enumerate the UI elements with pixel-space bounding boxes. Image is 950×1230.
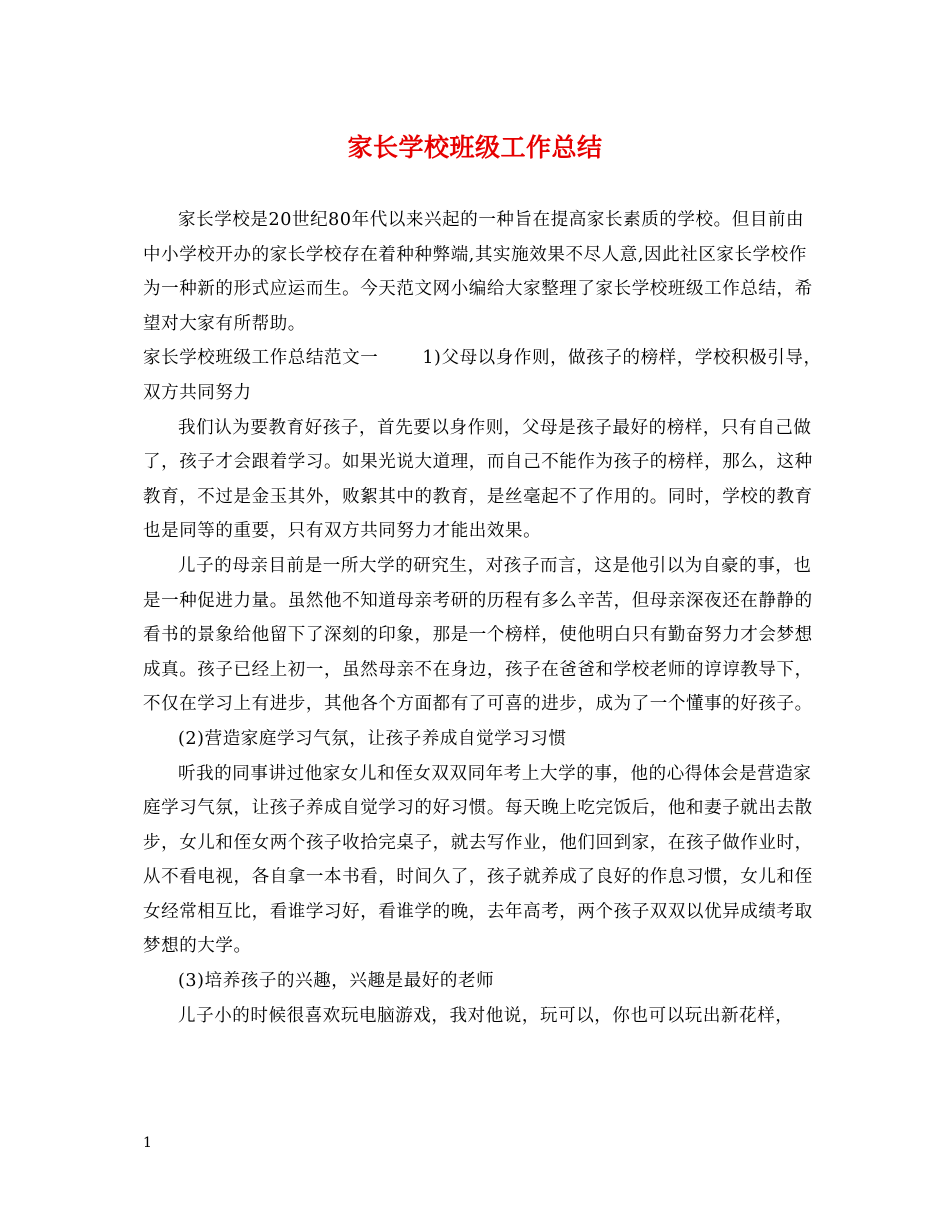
point1-paragraph-2: 儿子的母亲目前是一所大学的研究生，对孩子而言，这是他引以为自豪的事，也是一种促进力量。虽然他不知道母亲考研的历程有多么辛苦，但母亲深夜还在静静的看书的景象给他留下了深刻的印象，那是一个榜样，使他明白只有勤奋努力才会梦想成真。孩子已经上初一，虽然母亲不在身边，孩子在爸爸和学校老师的谆谆教导下，不仅在学习上有进步，其他各个方面都有了可喜的进步，成为了一个懂事的好孩子。 [143,555,813,715]
point1-paragraph-1: 我们认为要教育好孩子，首先要以身作则，父母是孩子最好的榜样，只有自己做了，孩子才会跟着学习。如果光说大道理，而自己不能作为孩子的榜样，那么，这种教育，不过是金玉其外，败絮其中的教育，是丝毫起不了作用的。同时，学校的教育也是同等的重要，只有双方共同努力才能出效果。 [143,417,813,542]
point2-heading: (2)营造家庭学习气氛，让孩子养成自觉学习习惯 [178,728,567,749]
document-body [143,203,822,1033]
sample-heading-line [143,341,822,376]
point1-heading-first-part: 1)父母以身作则，做孩子的榜样，学校积极引导， [422,348,822,369]
sample-heading: 家长学校班级工作总结范文一 [143,348,379,369]
intro-paragraph: 家长学校是20世纪80年代以来兴起的一种旨在提高家长素质的学校。但目前由中小学校开办的家长学校存在着种种弊端,其实施效果不尽人意,因此社区家长学校作为一种新的形式应运而生。今天范文网小编给大家整理了家长学校班级工作总结，希望对大家有所帮助。 [143,210,813,334]
point3-heading: (3)培养孩子的兴趣，兴趣是最好的老师 [178,971,495,992]
document-title: 家长学校班级工作总结 [347,133,603,162]
page-number: 1 [143,1135,152,1151]
point1-heading-second-part: 双方共同努力 [143,382,252,403]
point2-paragraph-1: 听我的同事讲过他家女儿和侄女双双同年考上大学的事，他的心得体会是营造家庭学习气氛，让孩子养成自觉学习的好习惯。每天晚上吃完饭后，他和妻子就出去散步，女儿和侄女两个孩子收拾完桌子，就去写作业，他们回到家，在孩子做作业时，从不看电视，各自拿一本书看，时间久了，孩子就养成了良好的作息习惯，女儿和侄女经常相互比，看谁学习好，看谁学的晚，去年高考，两个孩子双双以优异成绩考取梦想的大学。 [143,763,813,957]
point3-paragraph-1: 儿子小的时候很喜欢玩电脑游戏，我对他说，玩可以，你也可以玩出新花样， [178,1005,794,1026]
